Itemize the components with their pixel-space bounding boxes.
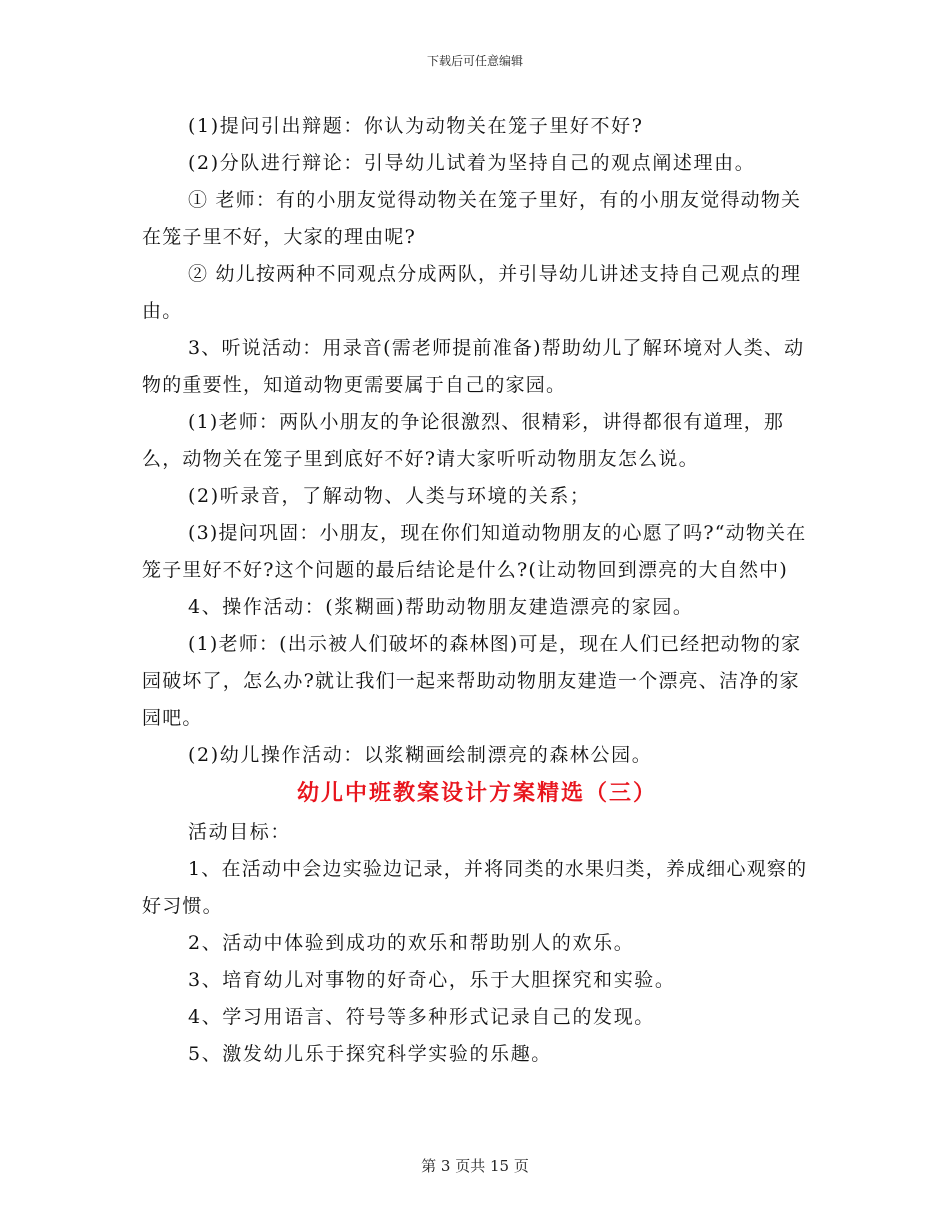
- page-footer: 第 3 页共 15 页: [421, 1157, 529, 1175]
- paragraph: (1)提问引出辩题：你认为动物关在笼子里好不好?: [188, 115, 644, 137]
- paragraph: 活动目标：: [188, 821, 292, 843]
- document-body: [142, 108, 812, 1073]
- paragraph: 4、学习用语言、符号等多种形式记录自己的发现。: [188, 1006, 655, 1028]
- paragraph: 5、激发幼儿乐于探究科学实验的乐趣。: [188, 1043, 552, 1065]
- paragraph: 3、听说活动：用录音(需老师提前准备)帮助幼儿了解环境对人类、动物的重要性，知道动物更需要属于自己的家园。: [142, 337, 805, 396]
- paragraph: 1、在活动中会边实验边记录，并将同类的水果归类，养成细心观察的好习惯。: [142, 858, 808, 917]
- paragraph: ② 幼儿按两种不同观点分成两队，并引导幼儿讲述支持自己观点的理由。: [142, 263, 802, 322]
- paragraph: 2、活动中体验到成功的欢乐和帮助别人的欢乐。: [188, 932, 635, 954]
- paragraph: 4、操作活动：(浆糊画)帮助动物朋友建造漂亮的家园。: [188, 596, 694, 618]
- paragraph: (2)分队进行辩论：引导幼儿试着为坚持自己的观点阐述理由。: [188, 152, 756, 174]
- section-title: 幼儿中班教案设计方案精选（三）: [296, 781, 657, 806]
- paragraph: (2)听录音，了解动物、人类与环境的关系；: [188, 485, 591, 507]
- paragraph: (2)幼儿操作活动：以浆糊画绘制漂亮的森林公园。: [188, 744, 653, 766]
- paragraph: ① 老师：有的小朋友觉得动物关在笼子里好，有的小朋友觉得动物关在笼子里不好，大家的理由呢?: [142, 189, 802, 248]
- paragraph: (1)老师：(出示被人们破坏的森林图)可是，现在人们已经把动物的家园破坏了，怎么办?就让我们一起来帮助动物朋友建造一个漂亮、洁净的家园吧。: [142, 633, 802, 729]
- paragraph: (1)老师：两队小朋友的争论很激烈、很精彩，讲得都很有道理，那么，动物关在笼子里到底好不好?请大家听听动物朋友怎么说。: [142, 411, 785, 470]
- paragraph: 3、培育幼儿对事物的好奇心，乐于大胆探究和实验。: [188, 969, 676, 991]
- page-header: 下载后可任意编辑: [426, 54, 523, 68]
- paragraph: (3)提问巩固：小朋友，现在你们知道动物朋友的心愿了吗?“动物关在笼子里好不好?这个问题的最后结论是什么?(让动物回到漂亮的大自然中): [142, 522, 807, 581]
